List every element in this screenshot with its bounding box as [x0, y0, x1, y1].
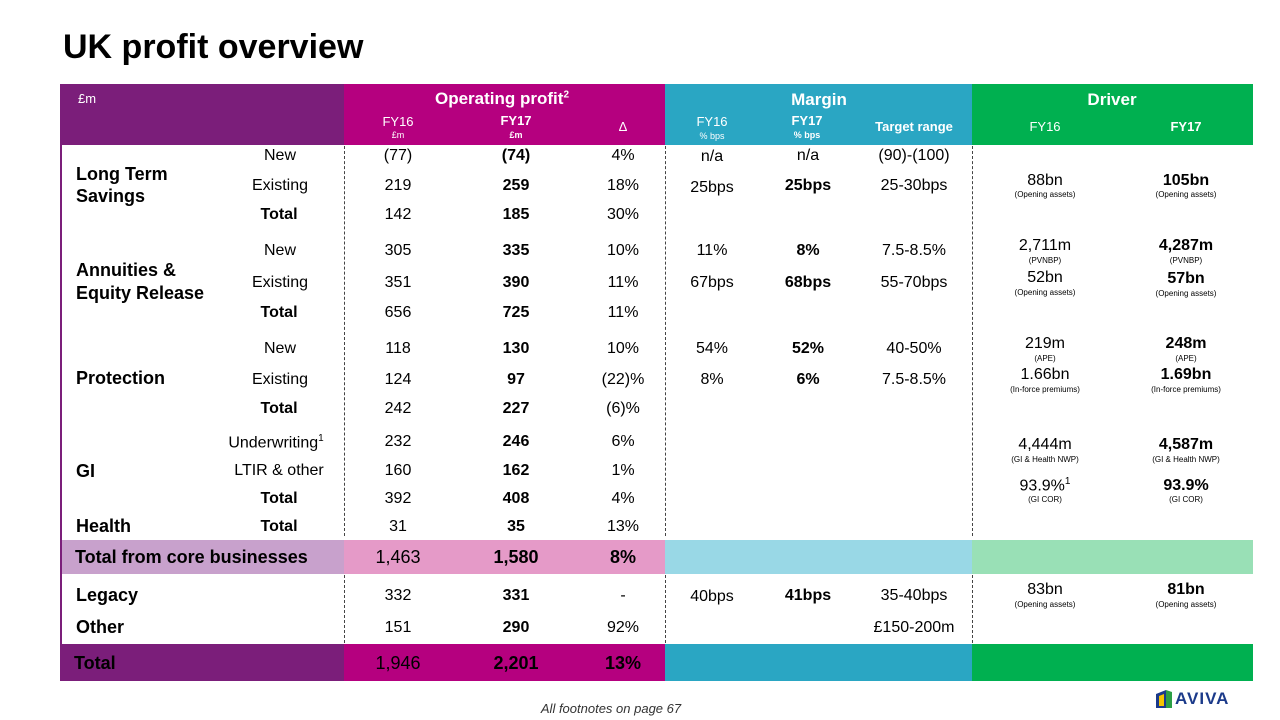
aer-total-delta: 11% — [607, 304, 639, 321]
core-label: Total from core businesses — [75, 547, 308, 567]
legacy-fy17: 331 — [502, 587, 530, 604]
prot-driver2-fy16-note: (In-force premiums) — [1010, 385, 1080, 394]
prot-existing-fy16: 124 — [384, 371, 412, 388]
lts-existing-label: Existing — [251, 177, 309, 194]
prot-existing-delta: (22)% — [601, 371, 645, 388]
prot-driver2-fy17: 1.69bn — [1160, 366, 1212, 383]
gi-total-label: Total — [260, 490, 298, 507]
gi-driver2-fy17: 93.9% — [1163, 477, 1209, 494]
gi-underwriting-label — [228, 433, 323, 452]
gi-underwriting-text: Underwriting — [228, 434, 319, 452]
lts-new-m16: n/a — [700, 148, 724, 165]
gi-driver1-fy16-note: (GI & Health NWP) — [1011, 455, 1079, 464]
group-aer-line1: Annuities & — [76, 260, 177, 280]
legacy-name: Legacy — [76, 585, 139, 605]
legacy-m16: 40bps — [690, 588, 734, 605]
lts-driver-fy17: 105bn — [1162, 172, 1210, 189]
currency-label: £m — [78, 91, 97, 106]
prot-new-delta: 10% — [606, 340, 640, 357]
aviva-logo-mark — [1156, 690, 1172, 708]
other-delta: 92% — [606, 619, 640, 636]
total-band-teal — [665, 644, 972, 681]
lts-new-m17: n/a — [796, 147, 820, 164]
gi-total-delta: 4% — [611, 490, 635, 507]
aer-existing-fy16: 351 — [384, 274, 412, 291]
aer-driver2-fy17: 57bn — [1167, 270, 1205, 287]
prot-total-fy16: 242 — [384, 400, 412, 417]
gi-ltir-delta: 1% — [611, 462, 635, 479]
prot-existing-m17: 6% — [796, 371, 820, 388]
core-band-teal — [665, 540, 972, 574]
aer-total-fy16: 656 — [384, 304, 412, 321]
footnote: All footnotes on page 67 — [540, 701, 682, 716]
core-delta: 8% — [609, 547, 637, 567]
prot-total-fy17: 227 — [502, 400, 530, 417]
legacy-fy16: 332 — [384, 587, 412, 604]
health-total-fy17: 35 — [507, 518, 525, 535]
prot-driver1-fy16-note: (APE) — [1034, 354, 1056, 363]
other-target: £150-200m — [873, 619, 955, 636]
core-band-green — [972, 540, 1253, 574]
gi-underwriting-fy17: 246 — [502, 433, 530, 450]
prot-new-label: New — [263, 340, 297, 357]
header-band-purple — [60, 84, 344, 145]
lts-existing-m16: 25bps — [690, 179, 734, 196]
gi-underwriting-fy16: 232 — [384, 433, 412, 450]
lts-new-fy17: (74) — [501, 147, 531, 164]
prot-new-target: 40-50% — [886, 340, 942, 357]
legacy-driver-fy17: 81bn — [1167, 581, 1205, 598]
prot-existing-fy17: 97 — [507, 371, 525, 388]
gi-driver1-fy16: 4,444m — [1018, 436, 1072, 453]
prot-total-label: Total — [260, 400, 298, 417]
aer-existing-m17: 68bps — [784, 274, 832, 291]
separator-driver-lower — [972, 575, 973, 643]
prot-total-delta: (6)% — [606, 400, 640, 417]
prot-driver2-fy17-note: (In-force premiums) — [1151, 385, 1221, 394]
op-fy16-unit: £m — [391, 130, 405, 140]
core-fy16: 1,463 — [375, 547, 421, 567]
page-title: UK profit overview — [63, 28, 364, 66]
lts-total-delta: 30% — [606, 206, 640, 223]
total-delta: 13% — [604, 653, 642, 673]
aer-new-fy16: 305 — [384, 242, 412, 259]
aer-driver1-fy16: 2,711m — [1018, 237, 1072, 254]
gi-driver2-fy16 — [1020, 476, 1071, 495]
target-range-header: Target range — [875, 119, 953, 134]
health-total-delta: 13% — [606, 518, 640, 535]
margin-fy17-header: FY17 — [791, 113, 823, 128]
group-aer-line2: Equity Release — [76, 283, 205, 303]
margin-fy16-unit: % bps — [699, 131, 725, 141]
operating-profit-footnote: 2 — [563, 89, 570, 101]
lts-existing-fy17: 259 — [502, 177, 530, 194]
aer-driver1-fy17: 4,287m — [1158, 237, 1214, 254]
op-fy17-header: FY17 — [500, 113, 532, 128]
aer-existing-fy17: 390 — [502, 274, 530, 291]
gi-ltir-label: LTIR & other — [234, 462, 324, 479]
aer-total-label: Total — [260, 304, 298, 321]
aer-new-delta: 10% — [606, 242, 640, 259]
health-total-fy16: 31 — [389, 518, 407, 535]
lts-existing-delta: 18% — [606, 177, 640, 194]
gi-underwriting-footnote: 1 — [318, 433, 324, 444]
group-health-name: Health — [76, 516, 132, 536]
aer-existing-target: 55-70bps — [880, 274, 948, 291]
aer-new-label: New — [263, 242, 297, 259]
total-fy16: 1,946 — [375, 653, 421, 673]
legacy-driver-fy16-note: (Opening assets) — [1014, 600, 1076, 609]
aviva-logo — [1156, 689, 1232, 709]
prot-existing-m16: 8% — [700, 371, 724, 388]
separator-delta-lower — [665, 575, 666, 643]
gi-ltir-fy16: 160 — [384, 462, 412, 479]
gi-driver2-fy16-note: (GI COR) — [1028, 495, 1062, 504]
lts-driver-fy16-note: (Opening assets) — [1014, 190, 1076, 199]
lts-driver-fy17-note: (Opening assets) — [1155, 190, 1217, 199]
aer-driver1-fy16-note: (PVNBP) — [1028, 256, 1062, 265]
group-lts-name — [76, 163, 168, 207]
separator-delta — [665, 146, 666, 536]
prot-driver2-fy16: 1.66bn — [1020, 366, 1070, 383]
aer-new-m17: 8% — [796, 242, 820, 259]
gi-ltir-fy17: 162 — [502, 462, 530, 479]
core-fy17: 1,580 — [493, 547, 539, 567]
aer-driver2-fy16-note: (Opening assets) — [1014, 288, 1076, 297]
aviva-logo-text: AVIVA — [1175, 689, 1230, 708]
lts-new-fy16: (77) — [383, 147, 413, 164]
table-left-border — [60, 84, 62, 681]
lts-total-fy17: 185 — [502, 206, 530, 223]
driver-header: Driver — [1087, 90, 1137, 109]
separator-label — [344, 146, 345, 536]
group-lts-line2: Savings — [76, 186, 146, 206]
prot-driver1-fy16: 219m — [1024, 335, 1066, 352]
gi-driver1-fy17: 4,587m — [1158, 436, 1214, 453]
gi-total-fy17: 408 — [502, 490, 530, 507]
legacy-target: 35-40bps — [880, 587, 948, 604]
lts-existing-m17: 25bps — [784, 177, 832, 194]
prot-driver1-fy17: 248m — [1165, 335, 1207, 352]
lts-existing-fy16: 219 — [384, 177, 412, 194]
margin-header: Margin — [791, 90, 847, 109]
prot-existing-label: Existing — [251, 371, 309, 388]
separator-label-lower — [344, 575, 345, 643]
aer-existing-delta: 11% — [607, 274, 639, 291]
legacy-delta: - — [620, 587, 626, 604]
gi-driver2-fy17-note: (GI COR) — [1169, 495, 1203, 504]
total-band-green — [972, 644, 1253, 681]
prot-new-m16: 54% — [695, 340, 729, 357]
prot-driver1-fy17-note: (APE) — [1175, 354, 1197, 363]
aer-new-target: 7.5-8.5% — [881, 242, 947, 259]
group-gi-name: GI — [76, 461, 96, 481]
op-fy16-header: FY16 — [382, 114, 414, 129]
lts-new-label: New — [263, 147, 297, 164]
prot-existing-target: 7.5-8.5% — [881, 371, 947, 388]
group-aer-name — [76, 259, 204, 305]
other-name: Other — [76, 617, 125, 637]
gi-driver1-fy17-note: (GI & Health NWP) — [1152, 455, 1220, 464]
aer-driver2-fy17-note: (Opening assets) — [1155, 289, 1217, 298]
group-lts-line1: Long Term — [76, 164, 168, 184]
lts-existing-target: 25-30bps — [880, 177, 948, 194]
total-fy17: 2,201 — [493, 653, 539, 673]
separator-driver — [972, 146, 973, 536]
driver-fy16-header: FY16 — [1029, 119, 1061, 134]
other-fy16: 151 — [384, 619, 412, 636]
gi-driver2-fy16-footnote: 1 — [1064, 476, 1071, 487]
aer-new-m16: 11% — [696, 242, 728, 259]
gi-underwriting-delta: 6% — [611, 433, 635, 450]
lts-new-delta: 4% — [611, 147, 635, 164]
aer-driver2-fy16: 52bn — [1027, 269, 1063, 286]
aer-existing-m16: 67bps — [690, 274, 734, 291]
aer-total-fy17: 725 — [502, 304, 530, 321]
lts-total-label: Total — [260, 206, 298, 223]
lts-driver-fy16: 88bn — [1027, 172, 1063, 189]
prot-new-fy16: 118 — [385, 340, 411, 357]
gi-driver2-fy16-value: 93.9% — [1019, 477, 1065, 495]
aer-driver1-fy17-note: (PVNBP) — [1169, 256, 1203, 265]
legacy-m17: 41bps — [784, 587, 832, 604]
margin-fy16-header: FY16 — [696, 114, 728, 129]
aer-new-fy17: 335 — [502, 242, 530, 259]
health-total-label: Total — [260, 518, 298, 535]
aer-existing-label: Existing — [251, 274, 309, 291]
lts-total-fy16: 142 — [384, 206, 412, 223]
op-fy17-unit: £m — [509, 130, 523, 140]
legacy-driver-fy16: 83bn — [1027, 581, 1063, 598]
operating-profit-title: Operating profit — [434, 89, 564, 108]
total-label: Total — [74, 653, 116, 673]
gi-total-fy16: 392 — [384, 490, 412, 507]
prot-new-fy17: 130 — [502, 340, 530, 357]
group-prot-name: Protection — [76, 368, 166, 388]
other-fy17: 290 — [502, 619, 530, 636]
legacy-driver-fy17-note: (Opening assets) — [1155, 600, 1217, 609]
driver-fy17-header: FY17 — [1170, 119, 1202, 134]
prot-new-m17: 52% — [791, 340, 825, 357]
operating-profit-header — [435, 89, 569, 109]
margin-fy17-unit: % bps — [793, 130, 821, 140]
op-delta-header: ∆ — [619, 119, 627, 134]
lts-new-target: (90)-(100) — [878, 147, 950, 164]
